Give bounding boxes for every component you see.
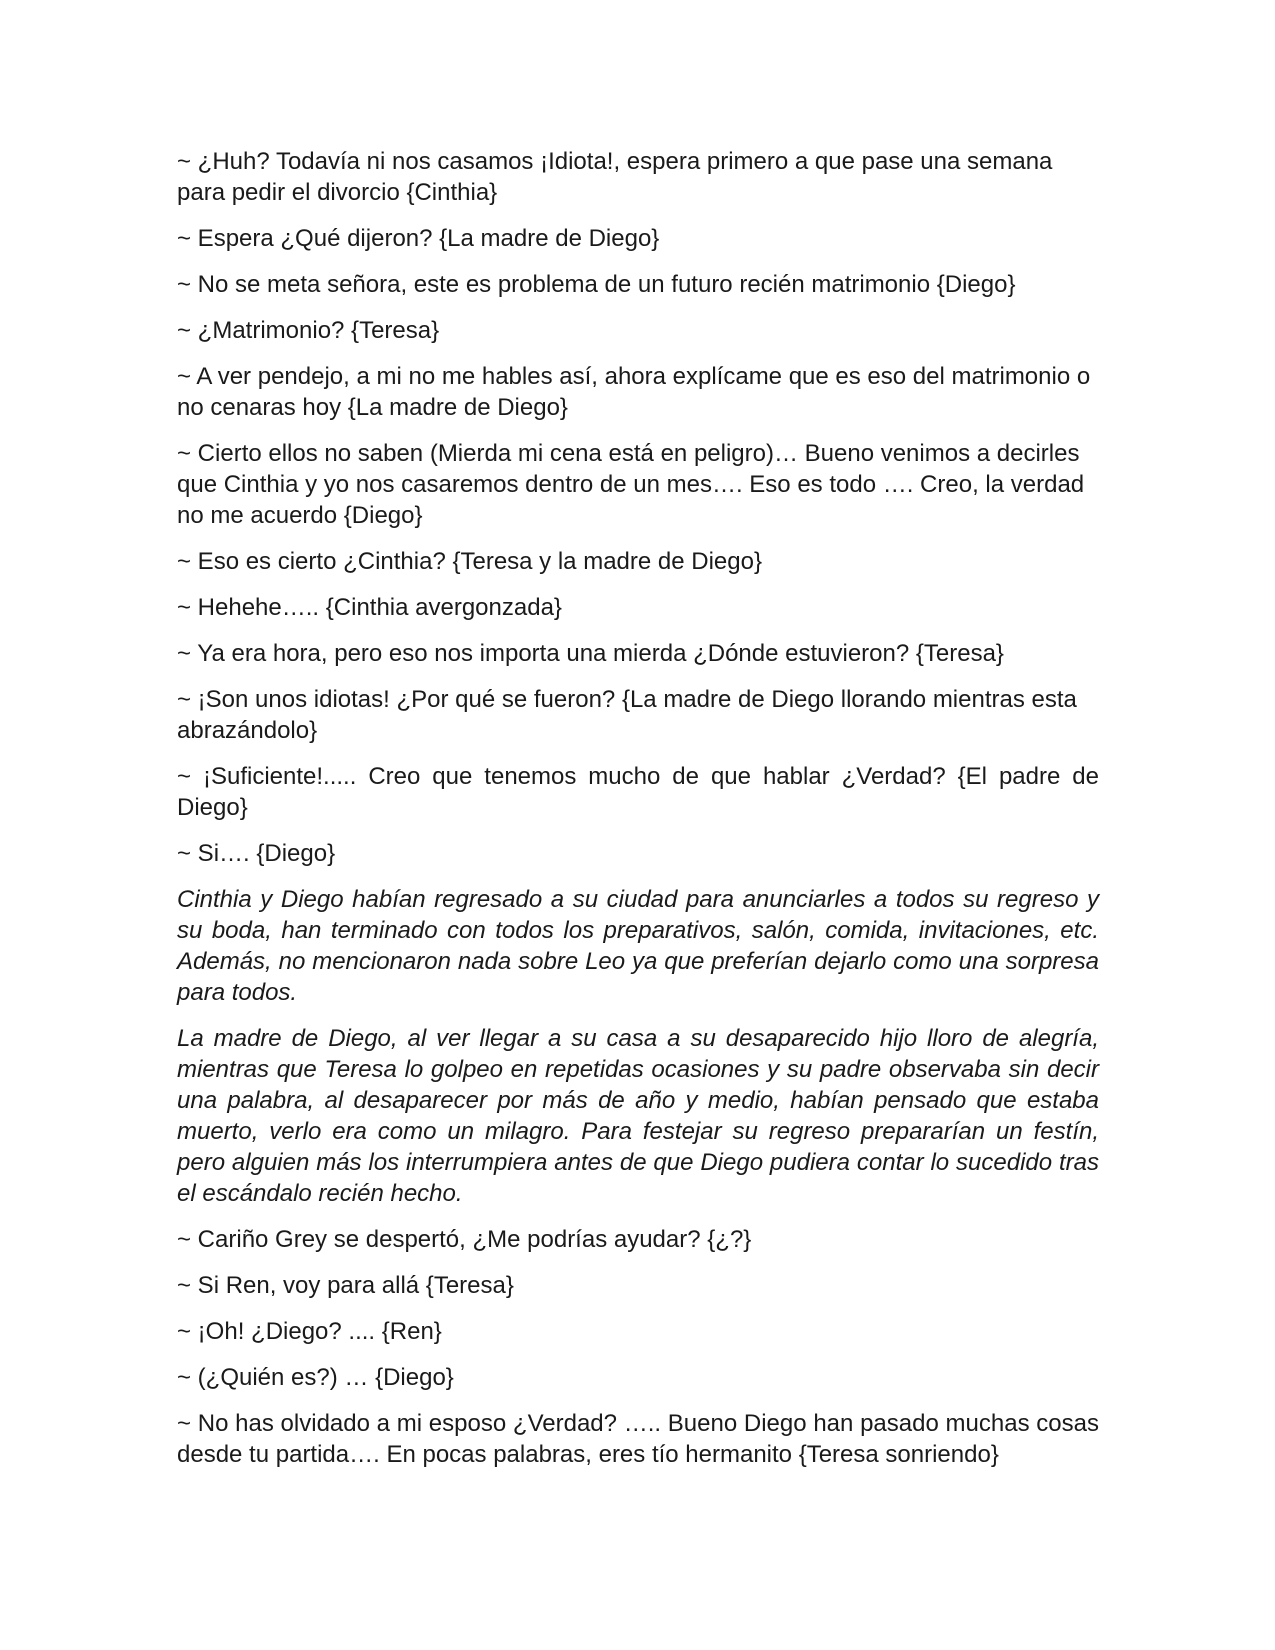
narration-paragraph: La madre de Diego, al ver llegar a su casa a su desaparecido hijo lloro de alegría, mientras que Teresa lo golpeo en repetidas ocasiones y su padre observaba sin decir una palabra, al desaparecer por más de año y medio, habían pensado que estaba muerto, verlo era como un milagro. Para festejar su regreso prepararían un festín, pero alguien más los interrumpiera antes de que Diego pudiera contar lo sucedido tras el escándalo recién hecho. bbox=[177, 1025, 1099, 1207]
dialogue-line: ~ Eso es cierto ¿Cinthia? {Teresa y la madre de Diego} bbox=[177, 548, 762, 575]
dialogue-line: ~ Hehehe….. {Cinthia avergonzada} bbox=[177, 594, 562, 621]
dialogue-line: ~ No has olvidado a mi esposo ¿Verdad? ….. Bueno Diego han pasado muchas cosas desde tu partida…. En pocas palabras, eres tío hermanito {Teresa sonriendo} bbox=[177, 1410, 1099, 1468]
dialogue-line: ~ Ya era hora, pero eso nos importa una mierda ¿Dónde estuvieron? {Teresa} bbox=[177, 640, 1004, 667]
dialogue-line: ~ ¡Oh! ¿Diego? .... {Ren} bbox=[177, 1318, 442, 1345]
dialogue-line: ~ Si…. {Diego} bbox=[177, 840, 336, 867]
dialogue-line: ~ No se meta señora, este es problema de un futuro recién matrimonio {Diego} bbox=[177, 271, 1016, 298]
dialogue-line: ~ ¡Suficiente!..... Creo que tenemos mucho de que hablar ¿Verdad? {El padre de Diego} bbox=[177, 763, 1099, 821]
dialogue-line: ~ Espera ¿Qué dijeron? {La madre de Diego} bbox=[177, 225, 660, 252]
narration-paragraph: Cinthia y Diego habían regresado a su ciudad para anunciarles a todos su regreso y su boda, han terminado con todos los preparativos, salón, comida, invitaciones, etc. Además, no mencionaron nada sobre Leo ya que preferían dejarlo como una sorpresa para todos. bbox=[177, 886, 1099, 1006]
dialogue-line: ~ Cierto ellos no saben (Mierda mi cena está en peligro)… Bueno venimos a decirles que Cinthia y yo nos casaremos dentro de un mes…. Eso es todo …. Creo, la verdad no me acuerdo {Diego} bbox=[177, 440, 1085, 529]
document-page bbox=[177, 146, 1099, 1485]
dialogue-line: ~ ¡Son unos idiotas! ¿Por qué se fueron? {La madre de Diego llorando mientras esta abrazándolo} bbox=[177, 686, 1077, 744]
dialogue-line: ~ ¿Huh? Todavía ni nos casamos ¡Idiota!, espera primero a que pase una semana para pedir el divorcio {Cinthia} bbox=[177, 148, 1053, 206]
dialogue-line: ~ A ver pendejo, a mi no me hables así, ahora explícame que es eso del matrimonio o no cenaras hoy {La madre de Diego} bbox=[177, 363, 1091, 421]
dialogue-line: ~ (¿Quién es?) … {Diego} bbox=[177, 1364, 454, 1391]
dialogue-line: ~ ¿Matrimonio? {Teresa} bbox=[177, 317, 440, 344]
dialogue-line: ~ Cariño Grey se despertó, ¿Me podrías ayudar? {¿?} bbox=[177, 1226, 752, 1253]
dialogue-line: ~ Si Ren, voy para allá {Teresa} bbox=[177, 1272, 514, 1299]
